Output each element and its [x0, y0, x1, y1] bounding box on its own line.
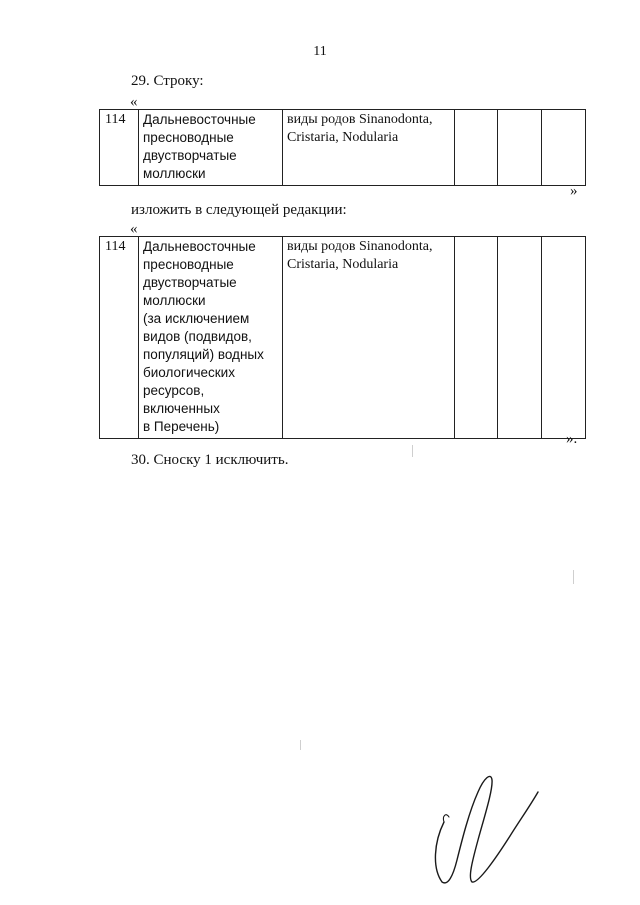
group-name-line: моллюски	[143, 293, 206, 308]
group-name-line: (за исключением	[143, 311, 250, 326]
old-row-table	[99, 109, 586, 186]
group-name-line: Дальневосточные	[143, 239, 256, 254]
item-29-intro: 29. Строку:	[131, 73, 204, 89]
group-name-line: Дальневосточные	[143, 112, 256, 127]
species-line: виды родов Sinanodonta,	[287, 112, 433, 127]
open-quote: «	[130, 94, 138, 110]
row-number: 114	[100, 110, 139, 186]
species-line: Cristaria, Nodularia	[287, 257, 399, 272]
empty-cell	[542, 237, 586, 439]
group-name-line: пресноводные	[143, 130, 234, 145]
empty-cell	[498, 110, 542, 186]
species-line: Cristaria, Nodularia	[287, 130, 399, 145]
scan-artifact	[412, 445, 413, 457]
scan-artifact	[300, 740, 301, 750]
empty-cell	[455, 110, 498, 186]
empty-cell	[498, 237, 542, 439]
empty-cell	[455, 237, 498, 439]
group-name-line: пресноводные	[143, 257, 234, 272]
group-name-line: биологических	[143, 365, 235, 380]
group-name-line: двустворчатые	[143, 148, 237, 163]
signature-image	[420, 770, 550, 890]
species-cell	[283, 110, 455, 186]
table-row	[100, 110, 586, 186]
group-name-line: в Перечень)	[143, 419, 220, 434]
species-cell	[283, 237, 455, 439]
empty-cell	[542, 110, 586, 186]
group-name-line: двустворчатые	[143, 275, 237, 290]
close-quote: »	[570, 183, 578, 199]
group-name-cell	[139, 237, 283, 439]
scan-artifact	[573, 570, 574, 584]
group-name-line: ресурсов,	[143, 383, 205, 398]
group-name-cell	[139, 110, 283, 186]
group-name-line: включенных	[143, 401, 220, 416]
group-name-line: видов (подвидов,	[143, 329, 252, 344]
item-30-text: 30. Сноску 1 исключить.	[131, 452, 289, 468]
group-name-line: популяций) водных	[143, 347, 264, 362]
close-quote: ».	[566, 431, 578, 447]
species-line: виды родов Sinanodonta,	[287, 239, 433, 254]
replace-instruction: изложить в следующей редакции:	[131, 202, 347, 218]
open-quote: «	[130, 221, 138, 237]
row-number: 114	[100, 237, 139, 439]
page-number: 11	[313, 44, 327, 59]
new-row-table	[99, 236, 586, 439]
group-name-line: моллюски	[143, 166, 206, 181]
table-row	[100, 237, 586, 439]
